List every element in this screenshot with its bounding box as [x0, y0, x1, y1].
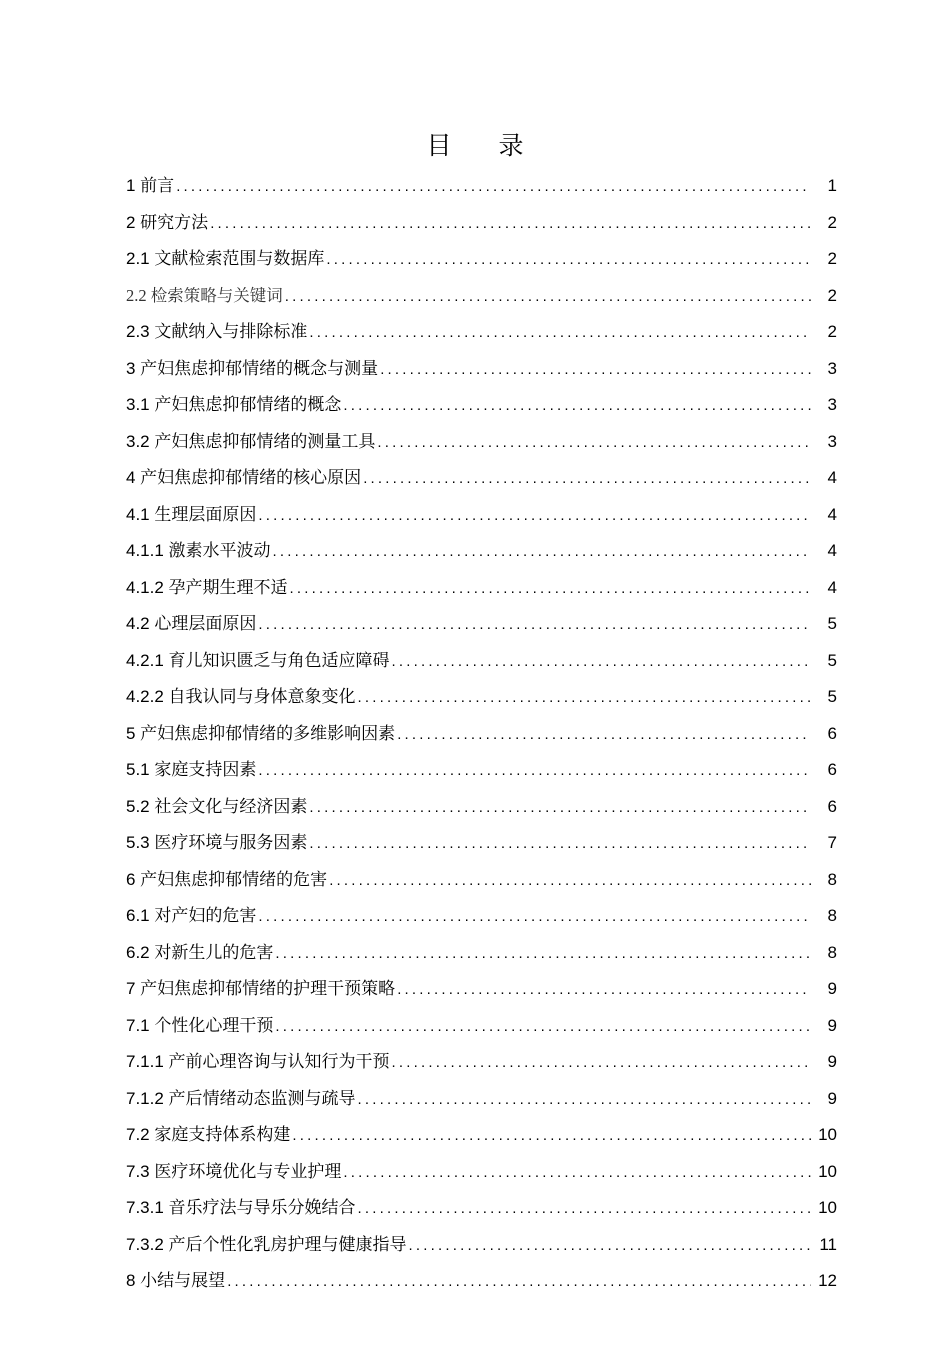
toc-dot-leader — [227, 1264, 811, 1301]
toc-entry-label: 2 研究方法 — [126, 212, 209, 232]
toc-dot-leader — [343, 1155, 811, 1192]
toc-entry[interactable] — [126, 789, 837, 826]
toc-entry[interactable] — [126, 570, 837, 607]
toc-entry[interactable] — [126, 1190, 837, 1227]
toc-entry-page-number: 9 — [827, 979, 837, 998]
toc-entry-page-number: 2 — [827, 322, 837, 341]
toc-entry-page-number: 8 — [827, 942, 837, 962]
toc-dot-leader — [409, 1228, 811, 1265]
toc-dot-leader — [377, 425, 811, 462]
toc-dot-leader — [292, 1118, 811, 1155]
toc-entry[interactable] — [126, 497, 837, 534]
toc-entry[interactable] — [126, 205, 837, 242]
page-title: 目 录 — [426, 132, 544, 160]
toc-dot-leader — [358, 1191, 811, 1228]
toc-dot-leader — [380, 352, 811, 389]
toc-entry-label: 6 产妇焦虑抑郁情绪的危害 — [126, 869, 328, 889]
toc-dot-leader — [343, 388, 811, 425]
toc-entry[interactable] — [126, 825, 837, 862]
toc-entry-page-number: 2 — [827, 249, 837, 268]
toc-entry[interactable] — [126, 716, 837, 753]
toc-entry[interactable] — [126, 898, 837, 935]
toc-entry-page-number: 3 — [827, 395, 837, 414]
toc-dot-leader — [258, 899, 811, 936]
toc-entry[interactable] — [126, 752, 837, 789]
toc-dot-leader — [176, 169, 811, 206]
toc-entry[interactable] — [126, 314, 837, 351]
toc-entry[interactable] — [126, 1154, 837, 1191]
toc-entry-label: 7 产妇焦虑抑郁情绪的护理干预策略 — [126, 979, 396, 998]
toc-entry-page-number: 5 — [827, 614, 837, 633]
toc-entry-page-number: 10 — [818, 1125, 837, 1144]
toc-entry-label: 4 产妇焦虑抑郁情绪的核心原因 — [126, 468, 362, 487]
toc-entry-page-number: 1 — [827, 176, 837, 195]
toc-entry[interactable] — [126, 460, 837, 497]
toc-dot-leader — [329, 863, 811, 900]
toc-dot-leader — [309, 790, 811, 827]
toc-entry-label: 4.1.2 孕产期生理不适 — [126, 577, 288, 597]
toc-entry-page-number: 4 — [827, 577, 837, 597]
toc-entry[interactable] — [126, 935, 837, 972]
toc-entry-page-number: 9 — [827, 1088, 837, 1108]
toc-entry-label: 5.3 医疗环境与服务因素 — [126, 833, 308, 852]
toc-entry-label: 7.3.2 产后个性化乳房护理与健康指导 — [126, 1234, 407, 1254]
toc-entry[interactable] — [126, 533, 837, 570]
toc-entry-label: 7.1 个性化心理干预 — [126, 1015, 274, 1035]
toc-dot-leader — [258, 607, 811, 644]
toc-entry-page-number: 9 — [827, 1015, 837, 1035]
toc-entry[interactable] — [126, 387, 837, 424]
toc-entry-label: 1 前言 — [126, 176, 175, 195]
toc-entry-page-number: 8 — [827, 906, 837, 925]
toc-entry-page-number: 6 — [827, 760, 837, 779]
toc-entry-label: 4.2 心理层面原因 — [126, 614, 257, 633]
toc-dot-leader — [363, 461, 811, 498]
toc-entry-page-number: 10 — [818, 1161, 837, 1181]
toc-entry[interactable] — [126, 862, 837, 899]
toc-entry[interactable] — [126, 1263, 837, 1300]
toc-entry-label: 3.1 产妇焦虑抑郁情绪的概念 — [126, 395, 342, 414]
toc-dot-leader — [392, 644, 811, 681]
toc-dot-leader — [258, 498, 811, 535]
toc-entry-page-number: 5 — [827, 687, 837, 706]
toc-entry[interactable] — [126, 168, 837, 205]
toc-dot-leader — [309, 826, 811, 863]
toc-entry-page-number: 7 — [827, 833, 837, 852]
toc-entry-page-number: 6 — [827, 796, 837, 816]
toc-entry-label: 4.2.1 育儿知识匮乏与角色适应障碍 — [126, 650, 390, 670]
toc-entry[interactable] — [126, 971, 837, 1008]
toc-entry-label: 6.2 对新生儿的危害 — [126, 942, 274, 962]
toc-entry[interactable] — [126, 1227, 837, 1264]
toc-entry-page-number: 6 — [827, 723, 837, 743]
toc-entry-page-number: 8 — [827, 869, 837, 889]
toc-entry-page-number: 5 — [827, 650, 837, 670]
toc-dot-leader — [326, 242, 811, 279]
toc-entry-page-number: 10 — [818, 1198, 837, 1217]
toc-dot-leader — [392, 1045, 811, 1082]
toc-dot-leader — [290, 571, 811, 608]
toc-entry-label: 5 产妇焦虑抑郁情绪的多维影响因素 — [126, 723, 396, 743]
toc-dot-leader — [397, 717, 811, 754]
toc-entry-label: 5.1 家庭支持因素 — [126, 760, 257, 779]
toc-entry-page-number: 3 — [827, 358, 837, 378]
toc-entry[interactable] — [126, 1008, 837, 1045]
toc-entry-label: 5.2 社会文化与经济因素 — [126, 796, 308, 816]
toc-entry-label: 2.2 检索策略与关键词 — [126, 285, 283, 305]
toc-entry[interactable] — [126, 1044, 837, 1081]
toc-entry-page-number: 4 — [827, 541, 837, 560]
toc-dot-leader — [285, 279, 811, 316]
toc-entry-page-number: 3 — [827, 431, 837, 451]
toc-entry[interactable] — [126, 1117, 837, 1154]
toc-dot-leader — [309, 315, 811, 352]
table-of-contents — [126, 168, 837, 1300]
toc-dot-leader — [275, 1009, 811, 1046]
toc-entry-page-number: 9 — [827, 1052, 837, 1071]
toc-entry-label: 3 产妇焦虑抑郁情绪的概念与测量 — [126, 358, 379, 378]
toc-entry[interactable] — [126, 424, 837, 461]
toc-entry[interactable] — [126, 241, 837, 278]
toc-dot-leader — [210, 206, 811, 243]
toc-entry-label: 4.1.1 激素水平波动 — [126, 541, 271, 560]
toc-entry-label: 7.3.1 音乐疗法与导乐分娩结合 — [126, 1198, 356, 1217]
toc-entry-label: 2.3 文献纳入与排除标准 — [126, 322, 308, 341]
toc-entry[interactable] — [126, 1081, 837, 1118]
toc-entry-label: 8 小结与展望 — [126, 1271, 226, 1290]
toc-entry[interactable] — [126, 643, 837, 680]
toc-dot-leader — [358, 680, 811, 717]
toc-dot-leader — [273, 534, 811, 571]
toc-entry-label: 4.1 生理层面原因 — [126, 504, 257, 524]
toc-entry-page-number: 11 — [819, 1234, 837, 1254]
toc-entry-label: 6.1 对产妇的危害 — [126, 906, 257, 925]
toc-entry-label: 7.2 家庭支持体系构建 — [126, 1125, 291, 1144]
toc-dot-leader — [397, 972, 811, 1009]
toc-entry-page-number: 4 — [827, 468, 837, 487]
toc-entry-page-number: 2 — [827, 285, 837, 305]
toc-dot-leader — [258, 753, 811, 790]
toc-entry-label: 4.2.2 自我认同与身体意象变化 — [126, 687, 356, 706]
toc-dot-leader — [275, 936, 811, 973]
toc-entry[interactable] — [126, 278, 837, 315]
toc-entry-label: 2.1 文献检索范围与数据库 — [126, 249, 325, 268]
toc-dot-leader — [358, 1082, 811, 1119]
toc-entry-page-number: 12 — [818, 1271, 837, 1290]
toc-entry-page-number: 2 — [827, 212, 837, 232]
toc-entry-label: 7.1.2 产后情绪动态监测与疏导 — [126, 1088, 356, 1108]
toc-entry-label: 7.1.1 产前心理咨询与认知行为干预 — [126, 1052, 390, 1071]
toc-entry[interactable] — [126, 606, 837, 643]
toc-entry-label: 7.3 医疗环境优化与专业护理 — [126, 1161, 342, 1181]
toc-entry[interactable] — [126, 351, 837, 388]
toc-entry[interactable] — [126, 679, 837, 716]
toc-entry-page-number: 4 — [827, 504, 837, 524]
toc-entry-label: 3.2 产妇焦虑抑郁情绪的测量工具 — [126, 431, 376, 451]
